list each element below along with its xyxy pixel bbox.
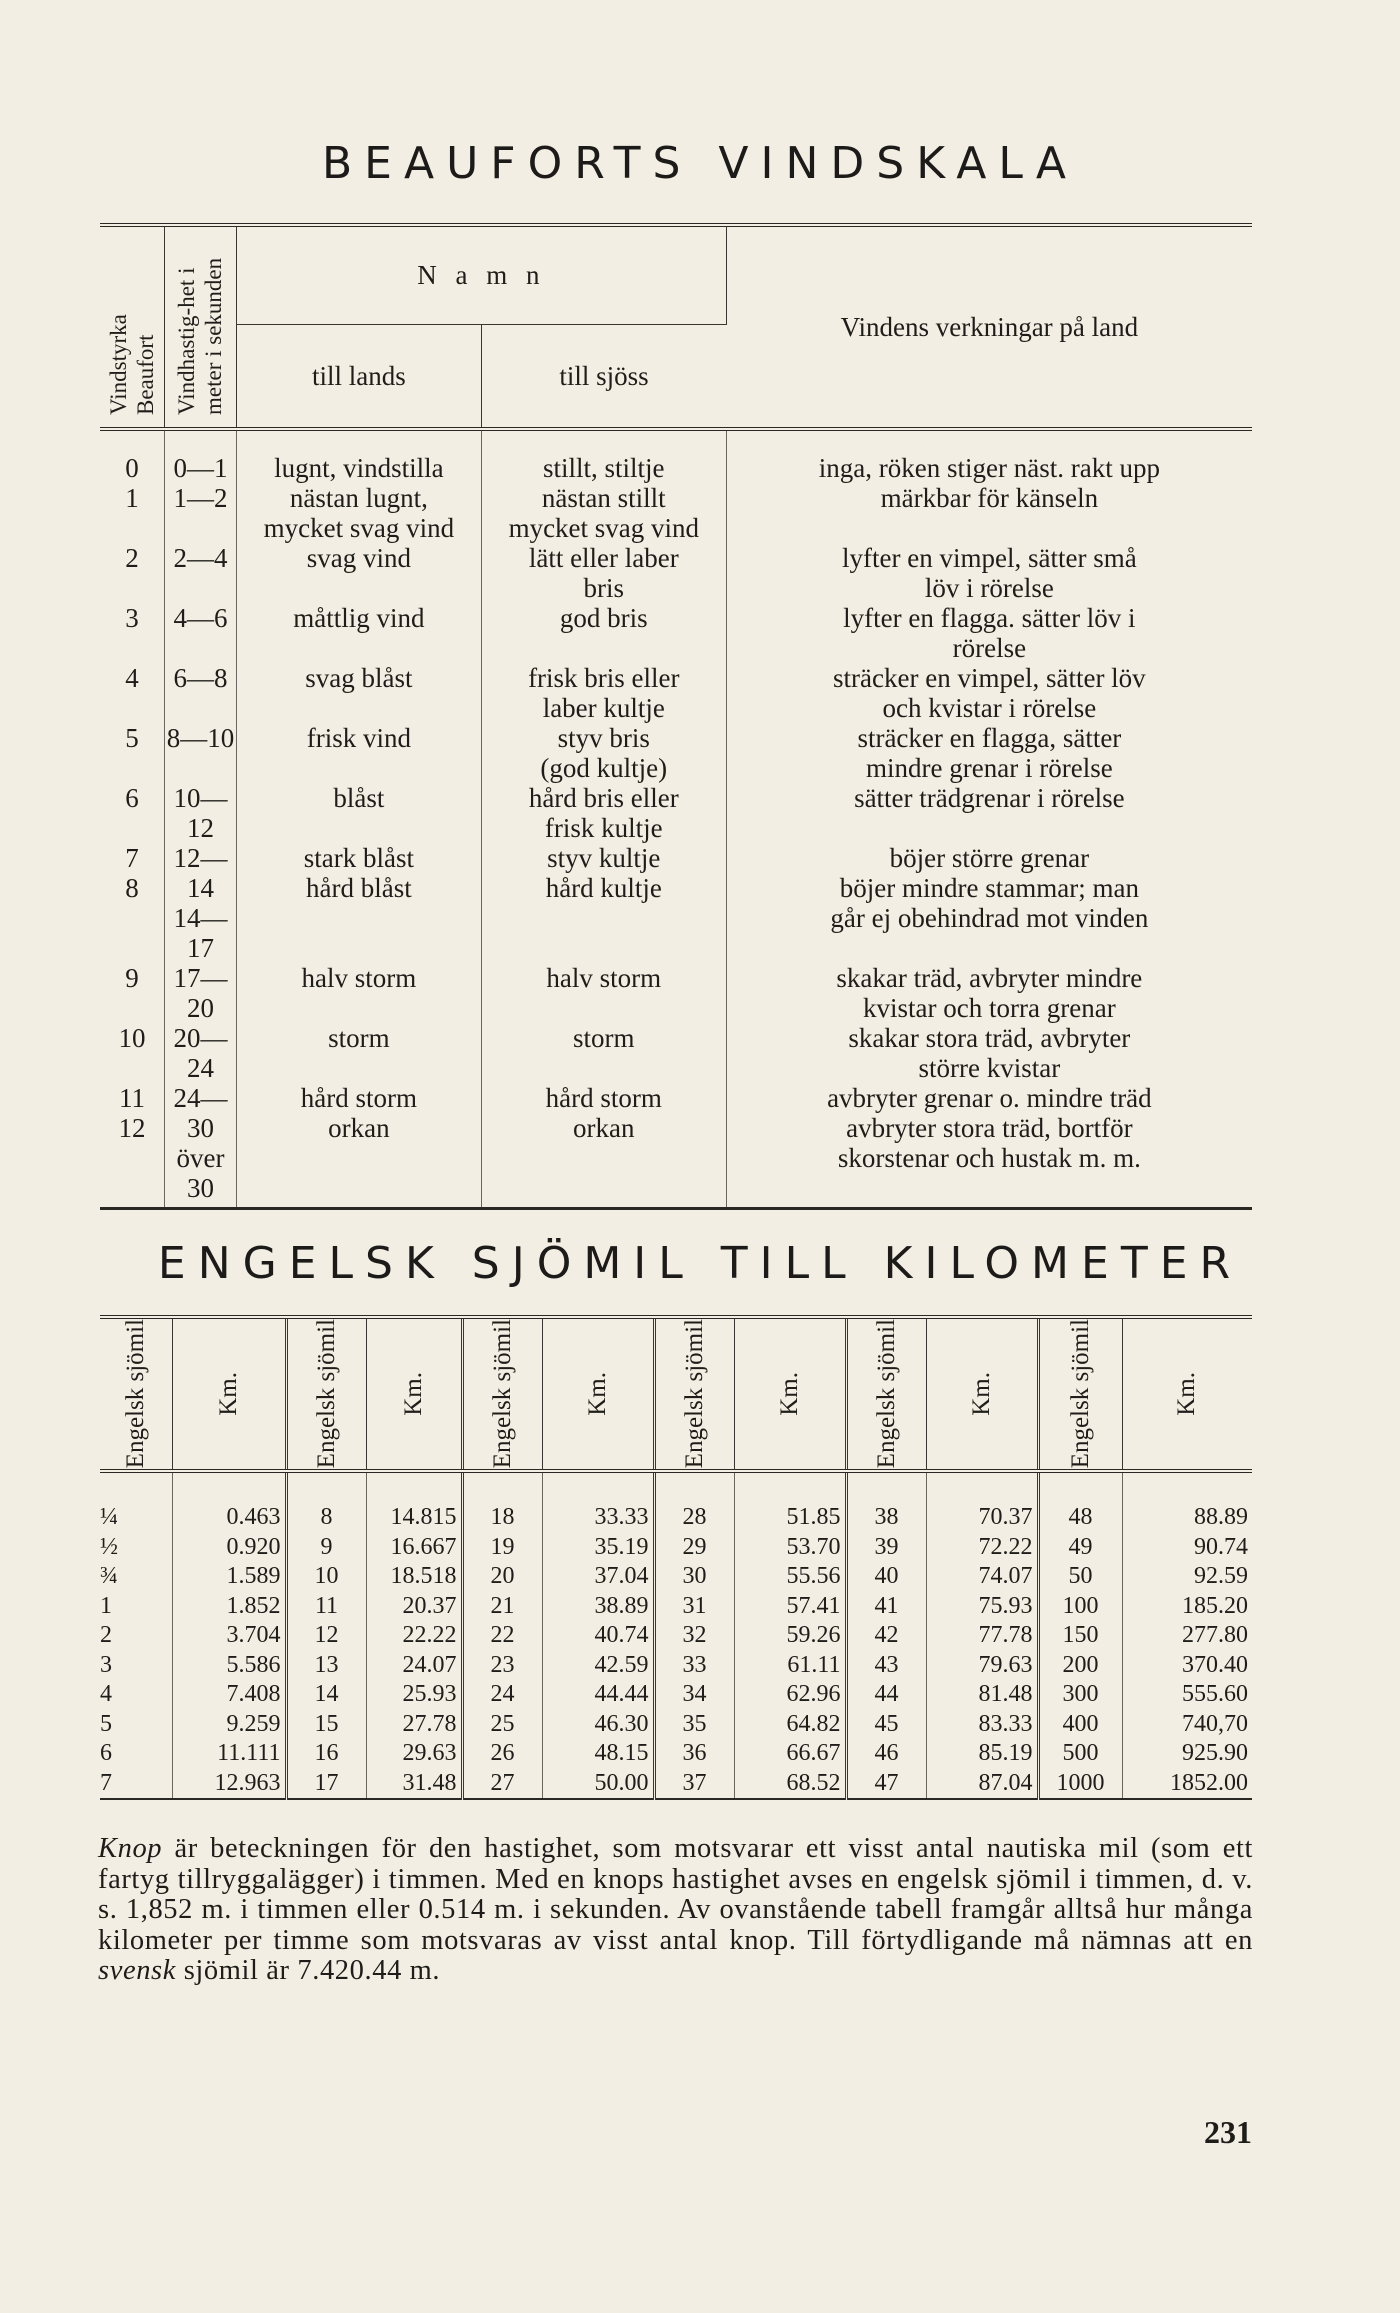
header-km-text: Km. [775,1372,803,1416]
miles-cell: 26 [462,1739,542,1769]
km-cell: 42.59 [542,1651,654,1681]
km-cell: 72.22 [926,1533,1038,1563]
beaufort-cell-effect: skakar träd, avbryter mindre kvistar och torra grenar [836,963,1143,1023]
km-cell: 64.82 [734,1710,846,1740]
header-engelsk-sjomil [100,1317,172,1471]
beaufort-cell-effect: avbryter grenar o. mindre träd avbryter stora träd, bortför skorstenar och hustak m. m. [827,1083,1152,1173]
beaufort-cell-force: 7 8 [100,843,164,963]
km-cell: 44.44 [542,1680,654,1710]
miles-cell: 39 [846,1533,926,1563]
miles-cell: 12 [286,1621,366,1651]
km-cell: 185.20 [1182,1592,1248,1619]
miles-cell: 47 [846,1769,926,1800]
header-engelsk-sjomil-text: Engelsk sjömil [488,1319,516,1469]
miles-cell: 29 [654,1533,734,1563]
km-cell: 31.48 [366,1769,462,1800]
beaufort-cell-speed: 6—8 [164,663,236,723]
miles-row [100,1739,1252,1769]
header-engelsk-sjomil [1038,1317,1122,1471]
beaufort-cell-speed: 8—10 [164,723,236,783]
beaufort-table [100,223,1252,1210]
km-cell: 79.63 [926,1651,1038,1681]
km-cell: 46.30 [542,1710,654,1740]
km-cell: 35.19 [542,1533,654,1563]
km-cell: 38.89 [542,1592,654,1622]
miles-cell: 20 [462,1562,542,1592]
km-cell: 22.22 [366,1621,462,1651]
knop-term: Knop [98,1833,163,1864]
km-cell: 37.04 [542,1562,654,1592]
miles-cell: 19 [462,1533,542,1563]
beaufort-row [100,783,1252,843]
miles-cell: 50 [1038,1562,1122,1592]
miles-cell: 35 [654,1710,734,1740]
beaufort-cell-sea: hård storm orkan [481,1083,726,1209]
miles-cell: 27 [462,1769,542,1800]
beaufort-row [100,843,1252,963]
header-engelsk-sjomil [462,1317,542,1471]
header-engelsk-sjomil-text: Engelsk sjömil [680,1319,708,1469]
beaufort-cell-effect: böjer större grenar böjer mindre stammar; man går ej obehindrad mot vinden [830,843,1149,933]
km-cell: 83.33 [926,1710,1038,1740]
beaufort-cell-effect: lyfter en flagga. sätter löv i rörelse [843,603,1136,663]
km-cell: 77.78 [926,1621,1038,1651]
km-cell: 25.93 [366,1680,462,1710]
beaufort-cell-sea: styv kultje hård kultje [481,843,726,963]
beaufort-cell-force: 9 [100,963,164,1023]
beaufort-cell-force: 2 [100,543,164,603]
miles-cell: 500 [1038,1739,1122,1769]
miles-cell: 3 [100,1651,172,1681]
miles-cell: 46 [846,1739,926,1769]
km-cell: 7.408 [172,1680,286,1710]
header-km-text: Km. [1173,1372,1201,1416]
miles-cell: 7 [100,1769,172,1800]
miles-cell: 43 [846,1651,926,1681]
beaufort-cell-speed: 12—14 14—17 [164,843,236,963]
miles-row [100,1533,1252,1563]
miles-cell: 6 [100,1739,172,1769]
km-cell: 27.78 [366,1710,462,1740]
beaufort-cell-speed: 10—12 [164,783,236,843]
beaufort-cell-sea: frisk bris eller laber kultje [481,663,726,723]
beaufort-cell-land: stark blåst hård blåst [236,843,481,963]
beaufort-row [100,963,1252,1023]
miles-cell: ¼ [100,1471,172,1533]
knop-paragraph [98,1834,1253,1987]
header-km-text: Km. [583,1372,611,1416]
miles-cell: 5 [100,1710,172,1740]
km-cell: 66.67 [734,1739,846,1769]
header-engelsk-sjomil-text: Engelsk sjömil [1066,1319,1094,1469]
miles-row [100,1769,1252,1800]
km-cell: 53.70 [734,1533,846,1563]
miles-cell: 1000 [1038,1769,1122,1800]
miles-cell: 28 [654,1471,734,1533]
beaufort-cell-force: 10 [100,1023,164,1083]
km-cell: 1.589 [172,1562,286,1592]
beaufort-title: BEAUFORTS VINDSKALA [322,138,1078,189]
km-cell: 88.89 [1194,1504,1248,1530]
miles-cell: 400 [1038,1710,1122,1740]
miles-cell: 4 [100,1680,172,1710]
header-engelsk-sjomil [654,1317,734,1471]
miles-row [100,1562,1252,1592]
km-cell: 5.586 [172,1651,286,1681]
miles-table [100,1315,1252,1800]
beaufort-cell-effect: sträcker en flagga, sätter mindre grenar i rörelse [857,723,1122,783]
km-cell: 16.667 [366,1533,462,1563]
km-cell: 40.74 [542,1621,654,1651]
km-cell: 75.93 [926,1592,1038,1622]
beaufort-row [100,723,1252,783]
km-cell: 81.48 [926,1680,1038,1710]
km-cell: 33.33 [542,1471,654,1533]
beaufort-cell-speed: 17—20 [164,963,236,1023]
km-cell: 85.19 [926,1739,1038,1769]
km-cell: 277.80 [1182,1622,1248,1648]
km-cell: 55.56 [734,1562,846,1592]
beaufort-cell-effect: sträcker en vimpel, sätter löv och kvistar i rörelse [833,663,1146,723]
miles-row [100,1680,1252,1710]
miles-cell: 17 [286,1769,366,1800]
km-cell: 11.111 [172,1739,286,1769]
beaufort-cell-sea: hård bris eller frisk kultje [481,783,726,843]
beaufort-cell-land: svag vind [236,543,481,603]
miles-cell: ½ [100,1533,172,1563]
beaufort-row [100,1023,1252,1083]
header-effect: Vindens verkningar på land [726,225,1252,429]
beaufort-cell-effect: lyfter en vimpel, sätter små löv i rörelse [842,543,1137,603]
miles-cell: 2 [100,1621,172,1651]
beaufort-cell-force: 0 1 [100,429,164,543]
beaufort-cell-sea: god bris [481,603,726,663]
beaufort-cell-land: lugnt, vindstilla nästan lugnt, mycket svag vind [236,429,481,543]
beaufort-cell-effect: sätter trädgrenar i rörelse [854,783,1125,813]
miles-cell: 41 [846,1592,926,1622]
km-cell: 555.60 [1182,1681,1248,1707]
beaufort-cell-effect: inga, röken stiger näst. rakt upp märkbar för känseln [818,453,1160,513]
beaufort-cell-force: 3 [100,603,164,663]
miles-cell: 150 [1038,1621,1122,1651]
km-cell: 48.15 [542,1739,654,1769]
miles-cell: 37 [654,1769,734,1800]
miles-cell: 40 [846,1562,926,1592]
beaufort-cell-land: hård storm orkan [236,1083,481,1209]
page-number: 231 [1204,2114,1252,2150]
beaufort-row [100,1083,1252,1209]
beaufort-cell-speed: 0—1 1—2 [164,429,236,543]
miles-cell: 9 [286,1533,366,1563]
beaufort-cell-sea: storm [481,1023,726,1083]
km-cell: 1.852 [172,1592,286,1622]
beaufort-cell-land: måttlig vind [236,603,481,663]
header-km [926,1317,1038,1471]
miles-cell: 31 [654,1592,734,1622]
km-cell: 62.96 [734,1680,846,1710]
km-cell: 70.37 [926,1471,1038,1533]
beaufort-cell-land: halv storm [236,963,481,1023]
miles-cell: 42 [846,1621,926,1651]
miles-row [100,1621,1252,1651]
miles-cell: 25 [462,1710,542,1740]
paragraph-text: är beteckningen för den hastighet, som motsvarar ett visst antal nautiska mil (som ett fartyg tillryggalägger) i timmen. Med en knops hastighet avses en engelsk sjömil i timmen, d. v. s. 1,852 m. i timmen eller 0.514 m. i sekunden. Av ovanstående tabell framgår alltså hur många kilometer per timme som motsvaras av visst antal knop. Till förtydligande må nämnas att en [98,1833,1253,1956]
miles-row [100,1710,1252,1740]
header-engelsk-sjomil-text: Engelsk sjömil [312,1319,340,1469]
header-force: Vindstyrka Beaufort [100,225,164,429]
km-cell: 57.41 [734,1592,846,1622]
beaufort-cell-land: storm [236,1023,481,1083]
km-cell: 18.518 [366,1562,462,1592]
miles-cell: 44 [846,1680,926,1710]
km-cell: 925.90 [1182,1740,1248,1766]
km-cell: 87.04 [926,1769,1038,1800]
header-km-text: Km. [399,1372,427,1416]
header-km [366,1317,462,1471]
miles-cell: 100 [1038,1592,1122,1622]
km-cell: 1852.00 [1170,1769,1248,1796]
miles-cell: 24 [462,1680,542,1710]
miles-cell: 16 [286,1739,366,1769]
beaufort-cell-speed: 2—4 [164,543,236,603]
miles-cell: 21 [462,1592,542,1622]
km-cell: 74.07 [926,1562,1038,1592]
km-cell: 370.40 [1182,1651,1248,1678]
miles-cell: 13 [286,1651,366,1681]
km-cell: 9.259 [172,1710,286,1740]
miles-cell: 38 [846,1471,926,1533]
km-cell: 0.463 [172,1471,286,1533]
beaufort-cell-force: 5 [100,723,164,783]
miles-cell: ¾ [100,1562,172,1592]
svensk-term: svensk [98,1955,176,1986]
beaufort-row [100,429,1252,543]
miles-cell: 33 [654,1651,734,1681]
km-cell: 24.07 [366,1651,462,1681]
header-km [1122,1317,1252,1471]
header-km-text: Km. [967,1372,995,1416]
km-cell: 51.85 [734,1471,846,1533]
header-speed: Vindhastig-het i meter i sekunden [164,225,236,429]
beaufort-cell-speed: 20—24 [164,1023,236,1083]
beaufort-cell-force: 4 [100,663,164,723]
miles-cell: 30 [654,1562,734,1592]
miles-cell: 200 [1038,1651,1122,1681]
miles-cell: 23 [462,1651,542,1681]
km-cell: 3.704 [172,1621,286,1651]
miles-cell: 11 [286,1592,366,1622]
beaufort-cell-sea: stillt, stiltje nästan stillt mycket svag vind [481,429,726,543]
miles-cell: 300 [1038,1680,1122,1710]
miles-row [100,1651,1252,1681]
header-km-text: Km. [214,1372,242,1416]
km-cell: 68.52 [734,1769,846,1800]
beaufort-cell-effect: skakar stora träd, avbryter större kvistar [848,1023,1131,1083]
beaufort-cell-speed: 4—6 [164,603,236,663]
miles-cell: 22 [462,1621,542,1651]
beaufort-cell-land: blåst [236,783,481,843]
beaufort-row [100,603,1252,663]
km-cell: 92.59 [1194,1563,1248,1589]
miles-cell: 18 [462,1471,542,1533]
header-km [734,1317,846,1471]
km-cell: 20.37 [366,1592,462,1622]
beaufort-cell-sea: lätt eller laber bris [481,543,726,603]
miles-cell: 49 [1038,1533,1122,1563]
header-engelsk-sjomil-text: Engelsk sjömil [121,1319,149,1469]
beaufort-row [100,663,1252,723]
header-engelsk-sjomil [846,1317,926,1471]
beaufort-cell-land: svag blåst [236,663,481,723]
km-cell: 50.00 [542,1769,654,1800]
km-cell: 0.920 [172,1533,286,1563]
miles-cell: 48 [1038,1471,1122,1533]
miles-row [100,1592,1252,1622]
miles-cell: 15 [286,1710,366,1740]
miles-cell: 34 [654,1680,734,1710]
km-cell: 29.63 [366,1739,462,1769]
header-sea: till sjöss [481,325,726,429]
km-cell: 61.11 [734,1651,846,1681]
header-name: N a m n [236,225,726,325]
header-engelsk-sjomil [286,1317,366,1471]
km-cell: 90.74 [1194,1533,1248,1560]
header-km [542,1317,654,1471]
miles-cell: 10 [286,1562,366,1592]
miles-cell: 45 [846,1710,926,1740]
km-cell: 12.963 [172,1769,286,1800]
beaufort-cell-speed: 24—30 över 30 [164,1083,236,1209]
km-cell: 14.815 [366,1471,462,1533]
miles-cell: 14 [286,1680,366,1710]
km-cell: 740,70 [1182,1710,1248,1737]
beaufort-row [100,543,1252,603]
beaufort-cell-sea: styv bris (god kultje) [481,723,726,783]
beaufort-cell-force: 11 12 [100,1083,164,1209]
beaufort-cell-sea: halv storm [481,963,726,1023]
paragraph-tail: sjömil är 7.420.44 m. [175,1955,441,1986]
miles-cell: 8 [286,1471,366,1533]
header-land: till lands [236,325,481,429]
header-engelsk-sjomil-text: Engelsk sjömil [872,1319,900,1469]
beaufort-cell-force: 6 [100,783,164,843]
miles-cell: 1 [100,1592,172,1622]
header-km [172,1317,286,1471]
miles-title: ENGELSK SJÖMIL TILL KILOMETER [157,1238,1243,1289]
km-cell: 59.26 [734,1621,846,1651]
miles-row [100,1471,1252,1533]
miles-cell: 32 [654,1621,734,1651]
miles-cell: 36 [654,1739,734,1769]
beaufort-cell-land: frisk vind [236,723,481,783]
